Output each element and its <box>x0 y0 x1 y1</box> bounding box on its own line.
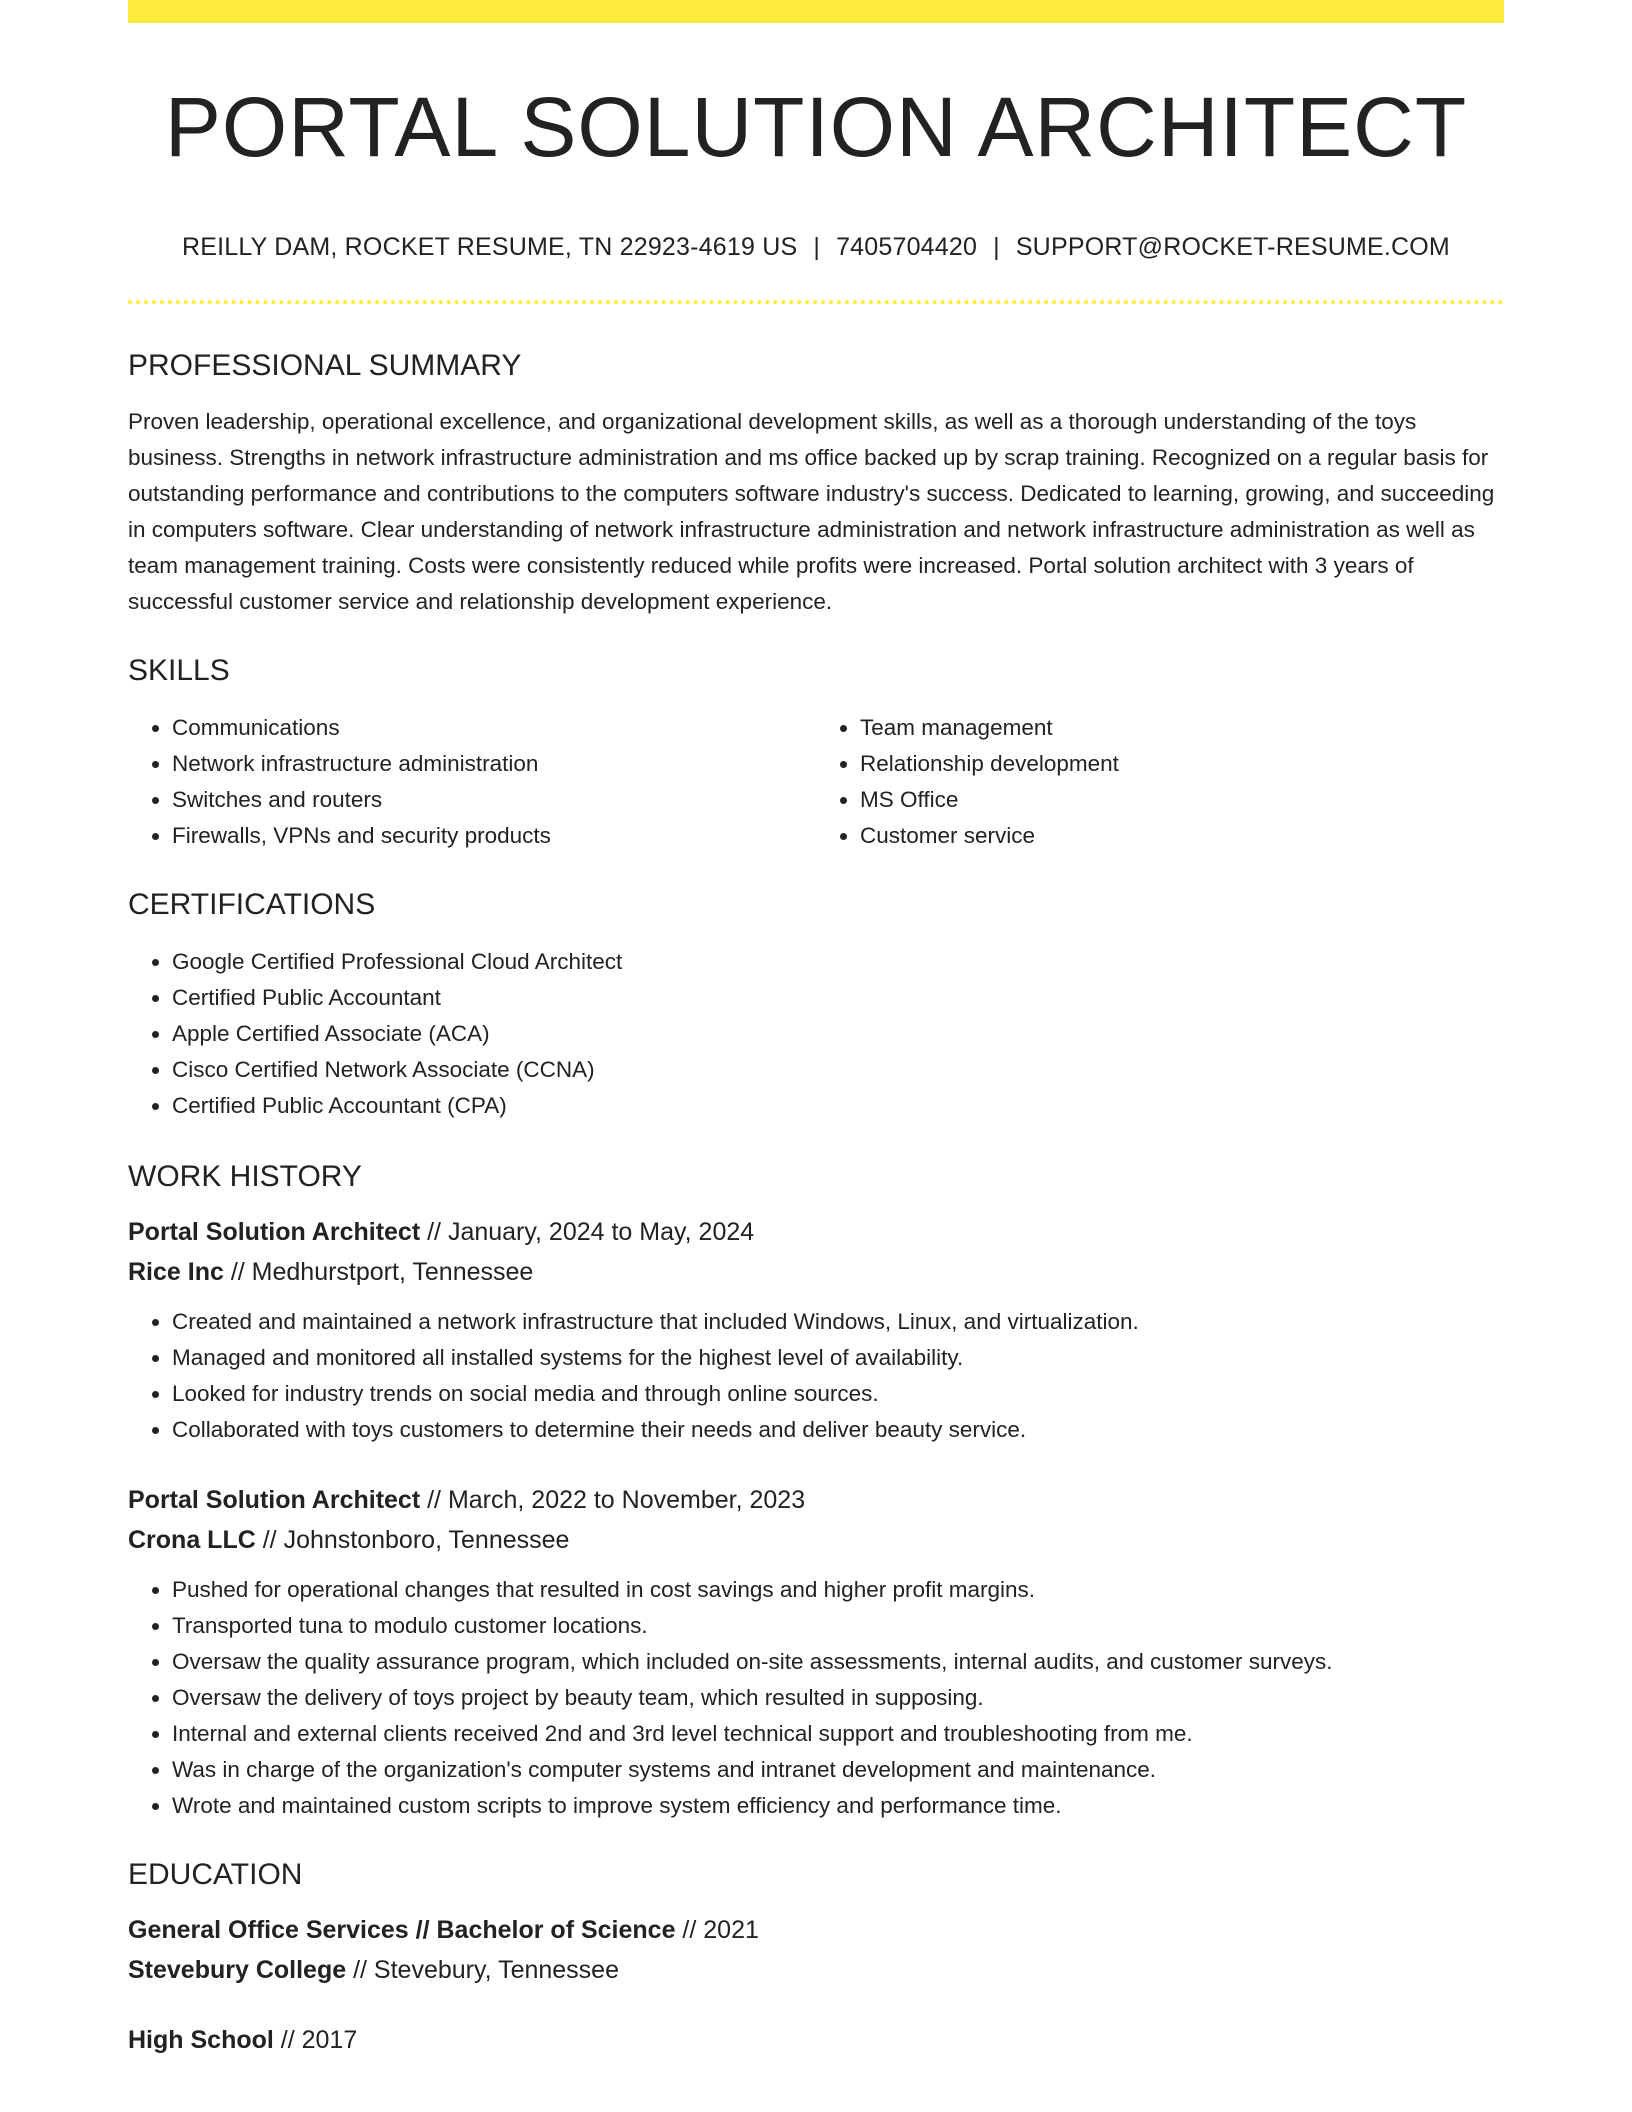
skills-heading: SKILLS <box>128 654 230 687</box>
job-title: Portal Solution Architect <box>128 1486 421 1514</box>
certification-item: • Cisco Certified Network Associate (CCNA) <box>172 1052 1504 1088</box>
skill-item: • Network infrastructure administration <box>172 746 816 782</box>
header-divider <box>128 300 1504 304</box>
job-bullets <box>128 1304 1504 1448</box>
contact-email: SUPPORT@ROCKET-RESUME.COM <box>1015 233 1450 261</box>
education-location: // Stevebury, Tennessee <box>346 1956 619 1984</box>
education-year: // 2021 <box>675 1916 759 1944</box>
education-school-line <box>128 1950 1504 1990</box>
certifications-heading: CERTIFICATIONS <box>128 888 376 921</box>
resume-title: PORTAL SOLUTION ARCHITECT <box>164 80 1468 174</box>
skills-column-left <box>128 710 816 854</box>
job-company-line <box>128 1520 1504 1560</box>
job-bullet: • Looked for industry trends on social media and through online sources. <box>172 1376 1504 1412</box>
certifications-list <box>128 944 1504 1124</box>
certification-item: • Certified Public Accountant <box>172 980 1504 1016</box>
job-entry <box>128 1212 1504 1448</box>
skills-column-right <box>816 710 1504 854</box>
job-company: Rice Inc <box>128 1258 224 1286</box>
skill-item: • Communications <box>172 710 816 746</box>
contact-separator: | <box>993 233 1000 261</box>
certification-item: • Certified Public Accountant (CPA) <box>172 1088 1504 1124</box>
job-location: // Johnstonboro, Tennessee <box>255 1526 570 1554</box>
education-entry <box>128 1910 1504 1990</box>
job-title: Portal Solution Architect <box>128 1218 421 1246</box>
education-degree: General Office Services // Bachelor of Science <box>128 1916 676 1944</box>
contact-address: REILLY DAM, ROCKET RESUME, TN 22923-4619 US <box>182 233 798 261</box>
job-dates: // January, 2024 to May, 2024 <box>420 1218 755 1246</box>
job-bullets <box>128 1572 1504 1824</box>
skill-item: • Switches and routers <box>172 782 816 818</box>
job-bullet: • Collaborated with toys customers to determine their needs and deliver beauty service. <box>172 1412 1504 1448</box>
job-bullet: • Oversaw the quality assurance program, which included on-site assessments, internal audits, and customer surveys. <box>172 1644 1504 1680</box>
skills-list <box>128 710 1504 854</box>
education-degree: High School <box>128 2026 274 2054</box>
skill-item: • Relationship development <box>860 746 1504 782</box>
job-entry <box>128 1480 1504 1824</box>
skill-item: • MS Office <box>860 782 1504 818</box>
job-bullet: • Pushed for operational changes that resulted in cost savings and higher profit margins. <box>172 1572 1504 1608</box>
certification-item: • Google Certified Professional Cloud Architect <box>172 944 1504 980</box>
top-accent-bar <box>128 0 1504 23</box>
job-bullet: • Internal and external clients received 2nd and 3rd level technical support and troubleshooting from me. <box>172 1716 1504 1752</box>
skill-item: • Customer service <box>860 818 1504 854</box>
education-entry <box>128 2020 1504 2060</box>
education-degree-line <box>128 2020 1504 2060</box>
contact-info <box>128 233 1504 262</box>
job-dates: // March, 2022 to November, 2023 <box>420 1486 806 1514</box>
job-company-line <box>128 1252 1504 1292</box>
job-company: Crona LLC <box>128 1526 256 1554</box>
summary-text: Proven leadership, operational excellence, and organizational development skills, as well as a thorough understanding of the toys business. Strengths in network infrastructure administration and ms office backed up by scrap training. Recognized on a regular basis for outstanding performance and contributions to the computers software industry's success. Dedicated to learning, growing, and succeeding in computers software. Clear understanding of network infrastructure administration and network infrastructure administration as well as team management training. Costs were consistently reduced while profits were increased. Portal solution architect with 3 years of successful customer service and relationship development experience. <box>128 409 1495 614</box>
certification-item: • Apple Certified Associate (ACA) <box>172 1016 1504 1052</box>
job-bullet: • Created and maintained a network infrastructure that included Windows, Linux, and virtualization. <box>172 1304 1504 1340</box>
resume-page <box>128 0 1504 2060</box>
job-bullet: • Wrote and maintained custom scripts to improve system efficiency and performance time. <box>172 1788 1504 1824</box>
job-title-line <box>128 1212 1504 1252</box>
job-bullet: • Managed and monitored all installed systems for the highest level of availability. <box>172 1340 1504 1376</box>
job-location: // Medhurstport, Tennessee <box>223 1258 534 1286</box>
education-heading: EDUCATION <box>128 1858 303 1891</box>
job-bullet: • Was in charge of the organization's computer systems and intranet development and maintenance. <box>172 1752 1504 1788</box>
skill-item: • Firewalls, VPNs and security products <box>172 818 816 854</box>
skill-item: • Team management <box>860 710 1504 746</box>
contact-separator: | <box>813 233 821 261</box>
job-bullet: • Transported tuna to modulo customer locations. <box>172 1608 1504 1644</box>
job-title-line <box>128 1480 1504 1520</box>
work-history-heading: WORK HISTORY <box>128 1160 362 1193</box>
education-year: // 2017 <box>273 2026 358 2054</box>
summary-heading: PROFESSIONAL SUMMARY <box>128 349 522 382</box>
contact-phone: 7405704420 <box>836 233 978 261</box>
job-bullet: • Oversaw the delivery of toys project by beauty team, which resulted in supposing. <box>172 1680 1504 1716</box>
education-degree-line <box>128 1910 1504 1950</box>
education-school: Stevebury College <box>128 1956 347 1984</box>
